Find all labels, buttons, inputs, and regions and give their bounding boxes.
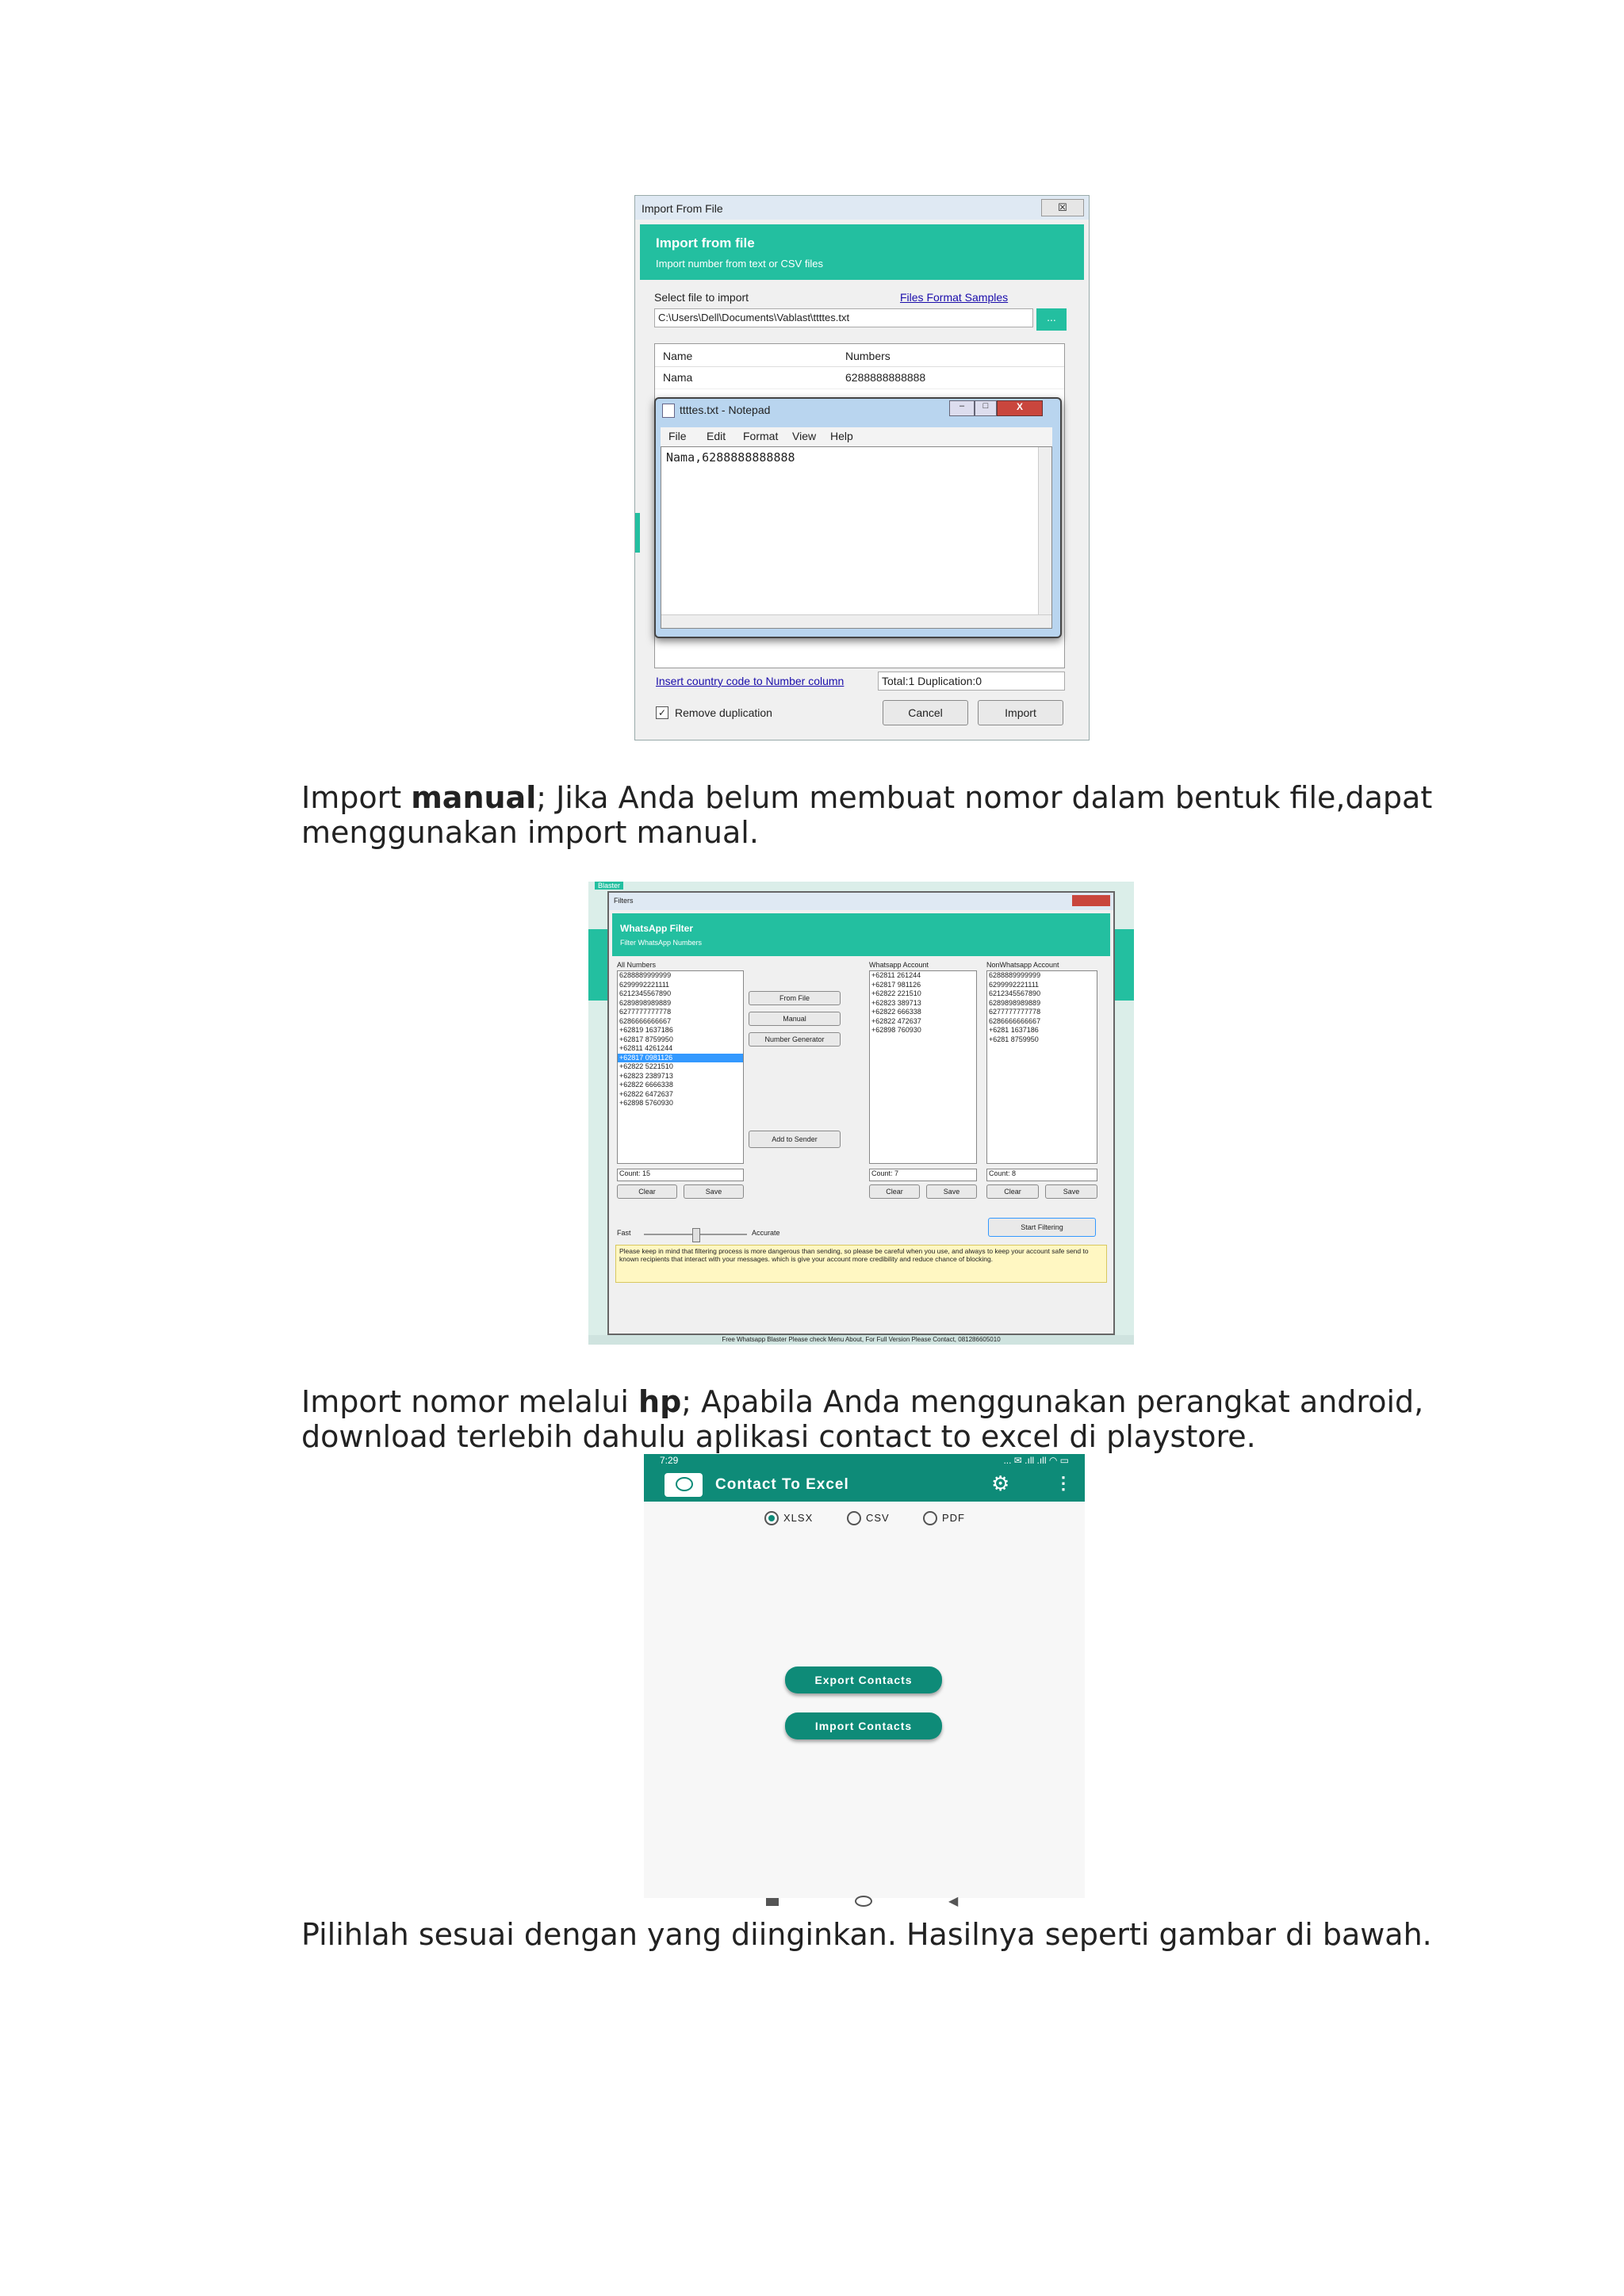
notepad-content: Nama,6288888888888 <box>666 450 795 465</box>
count-non: Count: 8 <box>986 1169 1097 1181</box>
app-title: Contact To Excel <box>715 1476 849 1493</box>
p1-post: ; Jika Anda belum membuat nomor dalam bentuk file,dapat <box>536 780 1433 815</box>
column-name: Name <box>663 350 693 362</box>
count-wa: Count: 7 <box>869 1169 977 1181</box>
remove-duplication-checkbox[interactable]: ✓ <box>656 706 668 719</box>
back-icon[interactable]: ◀ <box>948 1893 959 1908</box>
list-item[interactable]: +62817 981126 <box>871 980 921 989</box>
list-item[interactable]: +6281 8759950 <box>989 1035 1039 1043</box>
window-title: Filters <box>614 897 634 905</box>
list-item[interactable]: 6212345567890 <box>989 989 1041 997</box>
minimize-icon[interactable]: – <box>949 400 975 416</box>
list-item[interactable]: 6289898989889 <box>619 998 672 1007</box>
select-file-label: Select file to import <box>654 291 749 304</box>
list-item[interactable]: +62822 221510 <box>871 989 921 997</box>
list-item[interactable]: 6286666666667 <box>989 1016 1041 1025</box>
close-icon[interactable]: X <box>997 400 1043 416</box>
remove-duplication-label: Remove duplication <box>675 706 772 719</box>
background-accent-left <box>588 929 607 1001</box>
files-format-samples-link[interactable]: Files Format Samples <box>900 291 1009 304</box>
p1-line2: menggunakan import manual. <box>301 815 759 850</box>
p2-bold: hp <box>638 1384 682 1419</box>
vertical-scrollbar[interactable] <box>1038 447 1051 615</box>
start-filtering-button[interactable]: Start Filtering <box>988 1218 1096 1237</box>
status-time: 7:29 <box>660 1455 679 1466</box>
import-from-file-screenshot <box>634 195 1090 740</box>
list-item[interactable]: +62823 2389713 <box>619 1071 673 1080</box>
list-item[interactable]: +62898 5760930 <box>619 1099 673 1107</box>
list-item[interactable]: 6277777777778 <box>619 1008 672 1016</box>
radio-pdf[interactable] <box>923 1511 937 1525</box>
list-item[interactable]: +62898 760930 <box>871 1026 921 1034</box>
dialog-banner <box>640 224 1084 280</box>
close-icon[interactable] <box>1072 895 1110 906</box>
list-item[interactable]: +62819 1637186 <box>619 1026 673 1034</box>
country-code-link[interactable]: Insert country code to Number column <box>656 675 845 687</box>
list-item[interactable]: +62822 5221510 <box>619 1062 673 1070</box>
import-button[interactable]: Import <box>978 700 1063 725</box>
non-whatsapp-label: NonWhatsapp Account <box>986 961 1059 969</box>
more-options-icon[interactable]: ⋮ <box>1055 1473 1072 1493</box>
row-name: Nama <box>663 371 693 384</box>
manual-button[interactable]: Manual <box>749 1012 841 1026</box>
table-row[interactable] <box>655 366 1064 389</box>
banner-subtitle: Filter WhatsApp Numbers <box>620 939 703 947</box>
home-icon[interactable] <box>855 1896 872 1907</box>
notepad-window[interactable] <box>654 397 1062 638</box>
whatsapp-filter-screenshot <box>588 882 1134 1345</box>
list-item[interactable]: 6288889999999 <box>989 971 1041 979</box>
number-generator-button[interactable]: Number Generator <box>749 1032 841 1047</box>
save-non-button[interactable]: Save <box>1045 1184 1097 1199</box>
save-all-button[interactable]: Save <box>684 1184 744 1199</box>
radio-xlsx-label: XLSX <box>783 1512 814 1524</box>
menu-format[interactable]: Format <box>743 430 779 442</box>
list-item[interactable]: +6281 1637186 <box>989 1026 1039 1034</box>
paragraph-choose: Pilihlah sesuai dengan yang diinginkan. Hasilnya seperti gambar di bawah. <box>301 1917 1432 1952</box>
background-accent <box>635 513 640 553</box>
list-item[interactable]: +62811 261244 <box>871 971 921 979</box>
grid-header <box>655 344 1064 367</box>
window-titlebar <box>635 196 1089 220</box>
all-numbers-label: All Numbers <box>617 961 657 969</box>
notepad-title: ttttes.txt - Notepad <box>680 404 771 416</box>
banner-title: Import from file <box>656 235 755 251</box>
clear-non-button[interactable]: Clear <box>986 1184 1039 1199</box>
clear-wa-button[interactable]: Clear <box>869 1184 920 1199</box>
totals-display: Total:1 Duplication:0 <box>878 672 1065 691</box>
radio-csv-label: CSV <box>866 1512 890 1524</box>
save-wa-button[interactable]: Save <box>926 1184 977 1199</box>
paragraph-import-hp <box>301 1384 1423 1454</box>
app-toolbar <box>644 1467 1085 1502</box>
phone-screenshot <box>644 1454 1085 1898</box>
list-item[interactable]: +62811 4261244 <box>619 1044 673 1052</box>
list-item[interactable]: +62822 6472637 <box>619 1089 673 1098</box>
footer-text: Free Whatsapp Blaster Please check Menu About, For Full Version Please Contact, 081286605010 <box>588 1335 1134 1345</box>
count-all: Count: 15 <box>617 1169 744 1181</box>
p1-pre: Import <box>301 780 412 815</box>
p2-post: ; Apabila Anda menggunakan perangkat android, <box>681 1384 1424 1419</box>
menu-help[interactable]: Help <box>830 430 853 442</box>
speed-slider-thumb[interactable] <box>692 1228 700 1242</box>
status-icons: ... ✉ .ıll .ıll ◠ ▭ <box>1003 1455 1069 1466</box>
whatsapp-account-list[interactable] <box>869 970 977 1164</box>
close-icon[interactable]: ☒ <box>1041 199 1084 216</box>
window-title: Import From File <box>642 202 723 215</box>
horizontal-scrollbar[interactable] <box>661 614 1051 628</box>
maximize-icon[interactable]: □ <box>975 400 997 416</box>
row-number: 6288888888888 <box>845 371 926 384</box>
radio-csv[interactable] <box>847 1511 861 1525</box>
banner-title: WhatsApp Filter <box>620 923 693 934</box>
menu-edit[interactable]: Edit <box>707 430 726 442</box>
list-item[interactable]: 6299992221111 <box>619 980 670 989</box>
add-to-sender-button[interactable]: Add to Sender <box>749 1131 841 1148</box>
list-item[interactable]: +62817 0981126 <box>618 1054 743 1063</box>
filter-banner <box>612 913 1110 956</box>
non-whatsapp-list[interactable] <box>986 970 1097 1164</box>
list-item[interactable]: +62822 6666338 <box>619 1081 673 1089</box>
clear-all-button[interactable]: Clear <box>617 1184 677 1199</box>
column-numbers: Numbers <box>845 350 891 362</box>
list-item[interactable]: 6288889999999 <box>619 971 672 979</box>
file-path-input[interactable]: C:\Users\Dell\Documents\Vablast\ttttes.txt <box>654 308 1033 327</box>
list-item[interactable]: 6277777777778 <box>989 1008 1041 1016</box>
gear-icon[interactable]: ⚙ <box>991 1471 1010 1495</box>
list-item[interactable]: 6289898989889 <box>989 998 1041 1007</box>
notepad-text-area[interactable] <box>661 446 1052 629</box>
list-item[interactable]: +62817 8759950 <box>619 1035 673 1043</box>
list-item[interactable]: +62823 389713 <box>871 998 921 1007</box>
list-item[interactable]: 6212345567890 <box>619 989 672 997</box>
p2-pre: Import nomor melalui <box>301 1384 639 1419</box>
notepad-icon <box>662 404 675 418</box>
speed-slider-track[interactable] <box>644 1234 747 1235</box>
list-item[interactable]: +62822 666338 <box>871 1008 921 1016</box>
fast-label: Fast <box>617 1229 631 1237</box>
list-item[interactable]: 6286666666667 <box>619 1016 672 1025</box>
background-accent-right <box>1115 929 1134 1001</box>
radio-xlsx[interactable] <box>764 1511 779 1525</box>
menu-view[interactable]: View <box>792 430 817 442</box>
app-logo-icon <box>665 1473 703 1497</box>
notepad-menubar <box>661 427 1052 447</box>
cancel-button[interactable]: Cancel <box>883 700 968 725</box>
logo-mark <box>676 1477 693 1491</box>
browse-button[interactable]: ... <box>1036 308 1067 331</box>
whatsapp-account-label: Whatsapp Account <box>869 961 929 969</box>
accurate-label: Accurate <box>752 1229 780 1237</box>
export-contacts-button[interactable]: Export Contacts <box>785 1667 942 1693</box>
app-label: Blaster <box>595 882 623 890</box>
list-item[interactable]: 6299992221111 <box>989 980 1040 989</box>
all-numbers-list[interactable] <box>617 970 744 1164</box>
warning-box: Please keep in mind that filtering process is more dangerous than sending, so please be careful when you use, and always to keep your account safe send to known recipients that interact with your messages. which is give your account more credibility and reduce chance of blocking. <box>615 1245 1107 1283</box>
recent-apps-icon[interactable] <box>766 1898 779 1906</box>
list-item[interactable]: +62822 472637 <box>871 1016 921 1025</box>
banner-subtitle: Import number from text or CSV files <box>656 258 823 270</box>
filters-window[interactable] <box>607 891 1115 1335</box>
radio-pdf-label: PDF <box>942 1512 965 1524</box>
p1-bold: manual <box>411 780 537 815</box>
from-file-button[interactable]: From File <box>749 991 841 1005</box>
p2-line2: download terlebih dahulu aplikasi contact to excel di playstore. <box>301 1419 1256 1454</box>
import-contacts-button[interactable]: Import Contacts <box>785 1712 942 1739</box>
window-titlebar <box>609 893 1113 910</box>
menu-file[interactable]: File <box>668 430 687 442</box>
paragraph-import-manual <box>301 780 1432 850</box>
status-bar <box>644 1454 1085 1467</box>
